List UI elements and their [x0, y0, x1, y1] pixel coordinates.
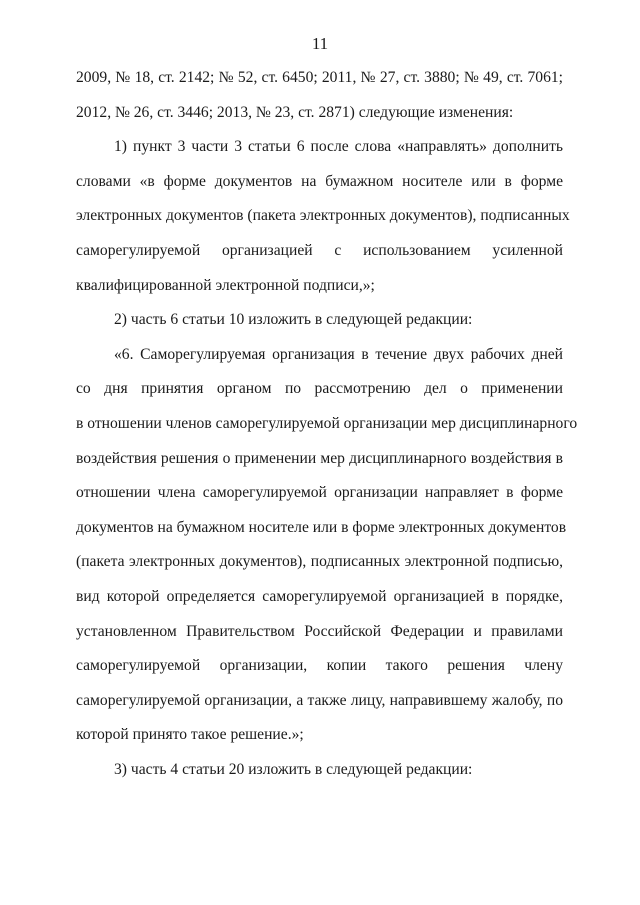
text-line: саморегулируемой организации, копии такого решения члену: [76, 657, 563, 675]
text-line: «6. Саморегулируемая организация в течение двух рабочих дней: [114, 345, 563, 363]
text-line: 2012, № 26, ст. 3446; 2013, № 23, ст. 2871) следующие изменения:: [76, 103, 514, 121]
text-line: квалифицированной электронной подписи,»;: [76, 276, 375, 294]
text-line: вид которой определяется саморегулируемой организацией в порядке,: [76, 587, 563, 605]
text-line: установленном Правительством Российской Федерации и правилами: [76, 622, 563, 640]
text-line: 2) часть 6 статьи 10 изложить в следующей редакции:: [114, 311, 473, 329]
text-line: которой принято такое решение.»;: [76, 726, 304, 744]
text-line: саморегулируемой организацией с использованием усиленной: [76, 241, 563, 259]
document-body: [76, 61, 578, 787]
text-line: 1) пункт 3 части 3 статьи 6 после слова «направлять» дополнить: [114, 138, 563, 156]
text-line: 3) часть 4 статьи 20 изложить в следующей редакции:: [114, 760, 473, 778]
text-line: документов на бумажном носителе или в форме электронных документов: [76, 518, 567, 536]
page-number: 11: [311, 34, 329, 53]
text-line: отношении члена саморегулируемой организации направляет в форме: [76, 484, 563, 502]
text-line: в отношении членов саморегулируемой организации мер дисциплинарного: [76, 414, 578, 432]
text-line: саморегулируемой организации, а также лицу, направившему жалобу, по: [76, 691, 563, 709]
text-line: воздействия решения о применении мер дисциплинарного воздействия в: [76, 449, 563, 467]
text-line: 2009, № 18, ст. 2142; № 52, ст. 6450; 2011, № 27, ст. 3880; № 49, ст. 7061;: [76, 69, 563, 86]
text-line: (пакета электронных документов), подписанных электронной подписью,: [76, 553, 563, 571]
text-line: со дня принятия органом по рассмотрению дел о применении: [76, 380, 563, 398]
text-line: электронных документов (пакета электронных документов), подписанных: [76, 207, 570, 225]
text-line: словами «в форме документов на бумажном носителе или в форме: [76, 172, 563, 190]
